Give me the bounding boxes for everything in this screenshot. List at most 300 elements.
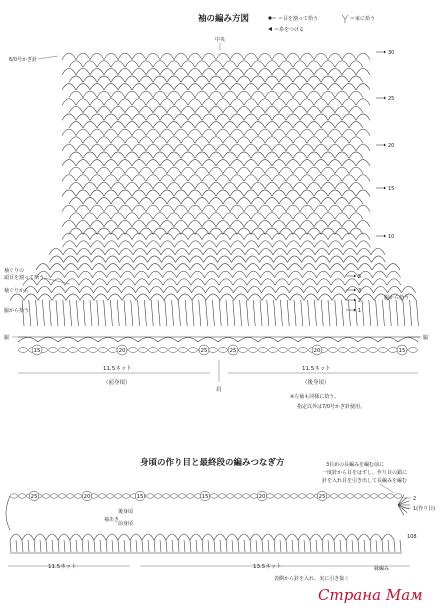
net-stitch xyxy=(134,264,148,270)
net-stitch xyxy=(244,160,258,166)
net-stitch xyxy=(188,220,202,226)
net-stitch xyxy=(332,294,346,300)
net-stitch xyxy=(76,84,90,90)
net-stitch xyxy=(209,152,223,158)
net-stitch xyxy=(76,220,90,226)
tall-stitch xyxy=(250,540,251,552)
net-stitch xyxy=(203,241,217,247)
net-stitch xyxy=(304,286,318,292)
net-stitch xyxy=(230,114,244,120)
base-arc xyxy=(38,338,58,343)
base-arc xyxy=(138,338,158,343)
tall-stitch xyxy=(190,540,191,552)
tall-stitch xyxy=(403,300,405,326)
chain-loop xyxy=(42,494,50,498)
net-stitch xyxy=(174,144,188,150)
back-span-label: 11.5ネット xyxy=(302,366,331,372)
tall-stitch xyxy=(400,540,401,552)
net-stitch xyxy=(318,286,332,292)
net-stitch xyxy=(300,84,314,90)
chain-loop xyxy=(394,494,402,498)
net-stitch xyxy=(205,279,219,285)
net-stitch xyxy=(223,76,237,82)
net-stitch xyxy=(314,175,328,181)
tall-stitch xyxy=(178,540,179,552)
net-stitch xyxy=(83,167,97,173)
tall-stitch xyxy=(29,300,31,326)
tall-stitch xyxy=(267,300,269,326)
net-stitch xyxy=(272,99,286,105)
net-stitch xyxy=(104,220,118,226)
fan-stitch xyxy=(398,505,404,515)
net-stitch xyxy=(216,205,230,211)
net-stitch xyxy=(189,241,203,247)
net-stitch xyxy=(34,534,46,540)
tall-stitch xyxy=(314,300,316,326)
net-stitch xyxy=(160,68,174,74)
net-stitch xyxy=(279,198,293,204)
chain-loop xyxy=(19,348,28,353)
watermark: Страна Мам xyxy=(318,586,423,604)
net-stitch xyxy=(104,205,118,211)
tall-stitch xyxy=(304,540,305,552)
net-stitch xyxy=(202,84,216,90)
net-stitch xyxy=(373,271,387,277)
net-stitch xyxy=(328,68,342,74)
net-stitch xyxy=(132,220,146,226)
net-stitch xyxy=(226,534,238,540)
chain-loop xyxy=(59,348,68,353)
net-stitch xyxy=(69,76,83,82)
net-stitch xyxy=(181,213,195,219)
right-note-pointer xyxy=(380,484,394,493)
net-stitch xyxy=(265,106,279,112)
tall-stitch xyxy=(83,300,85,326)
net-stitch xyxy=(139,213,153,219)
net-stitch xyxy=(160,220,174,226)
net-stitch xyxy=(258,205,272,211)
net-stitch xyxy=(272,129,286,135)
count-label: 15 xyxy=(33,348,41,354)
net-stitch xyxy=(314,114,328,120)
row-arrow-head xyxy=(384,51,386,54)
net-stitch xyxy=(265,152,279,158)
base-arc xyxy=(298,338,318,343)
tall-stitch xyxy=(382,540,383,552)
net-stitch xyxy=(149,279,163,285)
tall-stitch xyxy=(172,300,174,326)
chain-count-right: 108 xyxy=(407,534,417,540)
net-stitch xyxy=(216,84,230,90)
net-stitch xyxy=(293,91,307,97)
net-stitch xyxy=(316,264,330,270)
net-stitch xyxy=(146,220,160,226)
net-stitch xyxy=(293,76,307,82)
net-stitch xyxy=(69,152,83,158)
tall-stitch xyxy=(70,540,71,552)
net-stitch xyxy=(349,137,363,143)
net-stitch xyxy=(251,167,265,173)
chain-loop xyxy=(370,494,378,498)
net-stitch xyxy=(258,144,272,150)
hook-pointer xyxy=(38,56,58,59)
net-stitch xyxy=(111,106,125,112)
net-stitch xyxy=(307,122,321,128)
net-stitch xyxy=(209,106,223,112)
net-stitch xyxy=(276,294,290,300)
tall-stitch xyxy=(90,300,92,326)
net-stitch xyxy=(106,534,118,540)
net-stitch xyxy=(97,152,111,158)
net-stitch xyxy=(307,61,321,67)
row-arrow-head xyxy=(354,299,356,302)
net-stitch xyxy=(70,534,82,540)
net-stitch xyxy=(167,213,181,219)
net-stitch xyxy=(111,198,125,204)
net-stitch xyxy=(188,175,202,181)
count-label: 15 xyxy=(201,494,209,500)
net-stitch xyxy=(356,114,370,120)
chain-loop xyxy=(114,494,122,498)
net-stitch xyxy=(154,534,166,540)
base-arc xyxy=(398,338,418,343)
net-stitch xyxy=(357,241,371,247)
net-stitch xyxy=(314,129,328,135)
net-stitch xyxy=(328,99,342,105)
net-stitch xyxy=(62,160,76,166)
net-stitch xyxy=(387,271,401,277)
tall-stitch xyxy=(262,540,263,552)
net-stitch xyxy=(307,106,321,112)
net-stitch xyxy=(216,175,230,181)
tall-stitch xyxy=(36,300,38,326)
count-label: 20 xyxy=(258,494,266,500)
tall-stitch xyxy=(280,540,281,552)
net-stitch xyxy=(321,76,335,82)
net-stitch xyxy=(307,167,321,173)
net-stitch xyxy=(97,122,111,128)
net-stitch xyxy=(62,114,76,120)
net-stitch xyxy=(135,279,149,285)
net-stitch xyxy=(307,152,321,158)
net-stitch xyxy=(204,256,218,262)
net-stitch xyxy=(349,182,363,188)
net-stitch xyxy=(192,294,206,300)
net-stitch xyxy=(119,241,133,247)
sub-pick-note: 脇から拾う xyxy=(4,308,30,314)
net-stitch xyxy=(106,264,120,270)
net-stitch xyxy=(357,248,371,254)
net-stitch xyxy=(328,160,342,166)
net-stitch xyxy=(83,137,97,143)
net-stitch xyxy=(148,256,162,262)
net-stitch xyxy=(174,160,188,166)
net-stitch xyxy=(118,190,132,196)
net-stitch xyxy=(244,220,258,226)
net-stitch xyxy=(38,286,52,292)
net-stitch xyxy=(76,114,90,120)
net-stitch xyxy=(342,160,356,166)
legend-solid-pick: ＝束に拾う xyxy=(350,16,376,22)
net-stitch xyxy=(251,61,265,67)
net-stitch xyxy=(139,106,153,112)
tall-stitch xyxy=(394,540,395,552)
net-stitch xyxy=(244,84,258,90)
solid-pick-icon xyxy=(342,15,348,23)
net-stitch xyxy=(349,91,363,97)
net-stitch xyxy=(293,106,307,112)
net-stitch xyxy=(232,256,246,262)
tall-stitch xyxy=(131,300,133,326)
chain-loop xyxy=(58,494,66,498)
net-stitch xyxy=(66,294,80,300)
net-stitch xyxy=(174,53,188,59)
tall-stitch xyxy=(219,300,221,326)
net-stitch xyxy=(181,61,195,67)
net-stitch xyxy=(314,205,328,211)
net-stitch xyxy=(274,534,286,540)
chain-loop xyxy=(210,494,218,498)
net-stitch xyxy=(139,76,153,82)
net-stitch xyxy=(90,53,104,59)
legend xyxy=(268,15,375,33)
net-stitch xyxy=(135,271,149,277)
chain-loop xyxy=(386,494,394,498)
net-stitch xyxy=(50,256,64,262)
net-stitch xyxy=(125,152,139,158)
chain-loop xyxy=(186,494,194,498)
chain-loop xyxy=(329,348,338,353)
net-stitch xyxy=(358,534,370,540)
base-arc xyxy=(358,338,378,343)
net-stitch xyxy=(343,241,357,247)
net-stitch xyxy=(62,205,76,211)
tall-stitch xyxy=(322,540,323,552)
net-stitch xyxy=(234,294,248,300)
right-side-mark: 脇 xyxy=(423,335,429,341)
net-stitch xyxy=(321,106,335,112)
net-stitch xyxy=(146,53,160,59)
net-stitch xyxy=(118,114,132,120)
net-stitch xyxy=(174,114,188,120)
net-stitch xyxy=(244,205,258,211)
net-stitch xyxy=(136,294,150,300)
net-stitch xyxy=(275,279,289,285)
net-stitch xyxy=(260,264,274,270)
chain-loop xyxy=(10,494,18,498)
net-stitch xyxy=(90,99,104,105)
tall-stitch xyxy=(46,540,47,552)
net-stitch xyxy=(167,198,181,204)
count-label: 15 xyxy=(398,348,406,354)
base-arc xyxy=(178,338,198,343)
net-stitch xyxy=(176,256,190,262)
tall-stitch xyxy=(22,540,23,552)
net-stitch xyxy=(244,114,258,120)
net-stitch xyxy=(258,129,272,135)
net-stitch xyxy=(51,279,65,285)
net-stitch xyxy=(93,271,107,277)
net-stitch xyxy=(94,294,108,300)
net-stitch xyxy=(344,264,358,270)
tall-stitch xyxy=(298,540,299,552)
net-stitch xyxy=(301,241,315,247)
net-stitch xyxy=(62,190,76,196)
net-stitch xyxy=(298,534,310,540)
net-stitch xyxy=(65,271,79,277)
net-stitch xyxy=(386,264,400,270)
tall-stitch xyxy=(292,540,293,552)
tall-stitch xyxy=(124,540,125,552)
net-stitch xyxy=(191,271,205,277)
net-stitch xyxy=(272,220,286,226)
net-stitch xyxy=(335,61,349,67)
net-stitch xyxy=(356,84,370,90)
net-stitch xyxy=(76,175,90,181)
net-stitch xyxy=(188,84,202,90)
net-stitch xyxy=(237,91,251,97)
net-stitch xyxy=(91,241,105,247)
net-stitch xyxy=(177,271,191,277)
chain-loop xyxy=(106,494,114,498)
row-arrow-head xyxy=(384,187,386,190)
tall-stitch xyxy=(144,300,146,326)
net-stitch xyxy=(153,61,167,67)
net-stitch xyxy=(321,167,335,173)
net-stitch xyxy=(104,144,118,150)
net-stitch xyxy=(356,144,370,150)
net-stitch xyxy=(69,91,83,97)
net-stitch xyxy=(223,167,237,173)
net-stitch xyxy=(118,129,132,135)
net-stitch xyxy=(216,53,230,59)
tall-stitch xyxy=(238,540,239,552)
net-stitch xyxy=(125,61,139,67)
net-stitch xyxy=(78,256,92,262)
net-stitch xyxy=(322,534,334,540)
net-stitch xyxy=(149,271,163,277)
net-stitch xyxy=(342,190,356,196)
net-stitch xyxy=(174,190,188,196)
net-stitch xyxy=(132,144,146,150)
net-stitch xyxy=(104,160,118,166)
net-stitch xyxy=(206,286,220,292)
net-stitch xyxy=(321,213,335,219)
count-label: 20 xyxy=(83,494,91,500)
tall-stitch xyxy=(100,540,101,552)
net-stitch xyxy=(164,286,178,292)
net-stitch xyxy=(349,152,363,158)
net-stitch xyxy=(216,68,230,74)
tall-stitch xyxy=(136,540,137,552)
chain-loop xyxy=(49,348,58,353)
net-stitch xyxy=(181,167,195,173)
net-stitch xyxy=(247,271,261,277)
net-stitch xyxy=(258,175,272,181)
net-stitch xyxy=(161,248,175,254)
net-stitch xyxy=(146,175,160,181)
tall-stitch xyxy=(199,300,201,326)
net-stitch xyxy=(251,122,265,128)
net-stitch xyxy=(83,182,97,188)
tall-stitch xyxy=(274,300,276,326)
base-arc xyxy=(378,338,398,343)
net-stitch xyxy=(90,68,104,74)
net-stitch xyxy=(279,182,293,188)
net-stitch xyxy=(104,68,118,74)
net-stitch xyxy=(80,286,94,292)
net-stitch xyxy=(76,53,90,59)
net-stitch xyxy=(147,241,161,247)
tall-stitch xyxy=(70,300,72,326)
net-stitch xyxy=(360,286,374,292)
net-stitch xyxy=(93,279,107,285)
net-stitch xyxy=(293,137,307,143)
net-stitch xyxy=(220,294,234,300)
net-stitch xyxy=(202,175,216,181)
net-stitch xyxy=(230,99,244,105)
net-stitch xyxy=(265,213,279,219)
net-stitch xyxy=(265,167,279,173)
left-join-arc xyxy=(6,496,10,530)
row-number: 30 xyxy=(388,50,395,56)
net-stitch xyxy=(328,129,342,135)
tall-stitch xyxy=(42,300,44,326)
net-stitch xyxy=(202,220,216,226)
net-stitch xyxy=(188,160,202,166)
net-stitch xyxy=(261,271,275,277)
net-stitch xyxy=(317,271,331,277)
tall-stitch xyxy=(185,300,187,326)
tall-stitch xyxy=(160,540,161,552)
tall-stitch xyxy=(308,300,310,326)
right-pick-note: 脇から拾う xyxy=(384,295,410,301)
net-stitch xyxy=(244,175,258,181)
net-stitch xyxy=(195,137,209,143)
net-stitch xyxy=(328,220,342,226)
net-stitch xyxy=(104,114,118,120)
net-stitch xyxy=(209,76,223,82)
tall-stitch xyxy=(104,300,106,326)
net-stitch xyxy=(167,91,181,97)
front-body-label: 前身頃 xyxy=(118,521,134,527)
net-stitch xyxy=(279,137,293,143)
net-stitch xyxy=(195,91,209,97)
net-stitch xyxy=(10,294,24,300)
net-stitch xyxy=(286,205,300,211)
net-stitch xyxy=(258,190,272,196)
net-stitch xyxy=(134,256,148,262)
chain-loop xyxy=(239,348,248,353)
tall-stitch xyxy=(310,540,311,552)
net-stitch xyxy=(209,182,223,188)
net-stitch xyxy=(293,182,307,188)
net-stitch xyxy=(300,53,314,59)
net-stitch xyxy=(335,106,349,112)
row-number: 1 xyxy=(358,308,362,314)
base-arc xyxy=(158,338,178,343)
net-stitch xyxy=(335,152,349,158)
net-stitch xyxy=(90,129,104,135)
net-stitch xyxy=(153,152,167,158)
chain-loop xyxy=(189,348,198,353)
net-stitch xyxy=(328,144,342,150)
base-arc xyxy=(278,338,298,343)
net-stitch xyxy=(328,205,342,211)
net-stitch xyxy=(402,286,416,292)
net-stitch xyxy=(209,61,223,67)
net-stitch xyxy=(83,122,97,128)
